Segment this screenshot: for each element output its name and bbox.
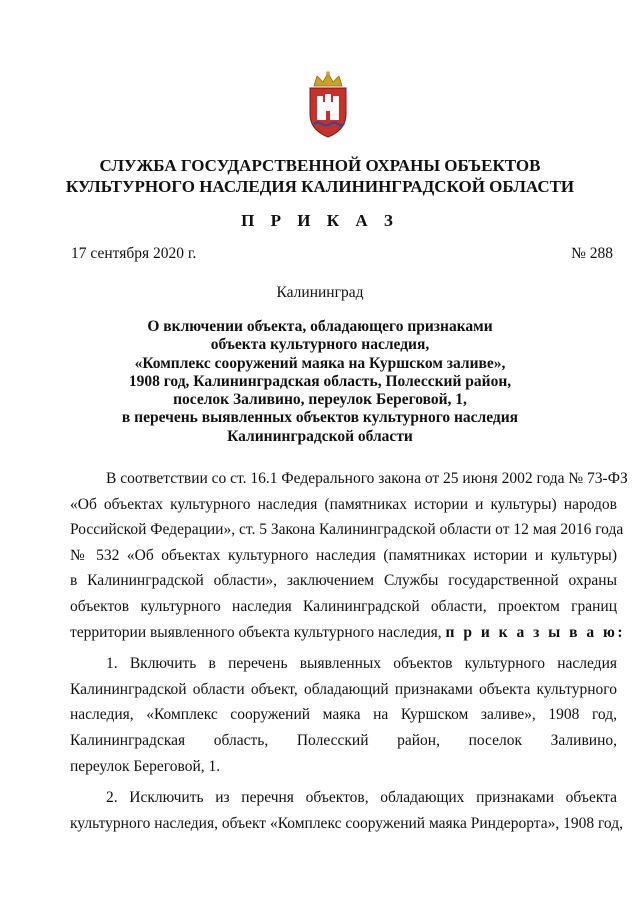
title-line: объекта культурного наследия,	[210, 336, 430, 354]
body-line: объектов культурного наследия Калининградской области, проектом границ	[70, 597, 617, 615]
document-body	[70, 466, 628, 836]
title-line: поселок Заливино, переулок Береговой, 1,	[173, 391, 467, 409]
body-line: 1. Включить в перечень выявленных объектов культурного наследия	[106, 655, 617, 673]
org-line-2: КУЛЬТУРНОГО НАСЛЕДИЯ КАЛИНИНГРАДСКОЙ ОБЛАСТИ	[65, 177, 575, 196]
title-line: «Комплекс сооружений маяка на Куршском заливе»,	[134, 354, 506, 372]
body-line: Калининградской области объект, обладающий признаками объекта культурного	[70, 680, 617, 698]
document-type: П Р И К А З	[241, 211, 399, 230]
body-line: культурного наследия, объект «Комплекс сооружений маяка Риндерорта», 1908 год,	[70, 814, 623, 832]
title-line: 1908 год, Калининградская область, Полесский район,	[128, 372, 512, 390]
city-name: Калининград	[276, 284, 364, 301]
preamble-paragraph	[70, 466, 628, 645]
body-line: переулок Береговой, 1.	[70, 757, 221, 775]
body-line: «Об объектах культурного наследия (памятниках истории и культуры) народов	[70, 495, 617, 513]
body-line: 2. Исключить из перечня объектов, обладающих признаками объекта	[106, 789, 617, 807]
body-line: Калининградская область, Полесский район, поселок Заливино,	[70, 731, 617, 749]
order-title	[0, 318, 640, 446]
body-text: территории выявленного объекта культурного наследия,	[70, 623, 442, 641]
coat-of-arms-emblem-icon	[304, 70, 352, 140]
org-line-1: СЛУЖБА ГОСУДАРСТВЕННОЙ ОХРАНЫ ОБЪЕКТОВ	[99, 156, 541, 175]
title-line: в перечень выявленных объектов культурного наследия	[121, 409, 519, 427]
item-1-paragraph	[70, 651, 617, 779]
body-line: В соответствии со ст. 16.1 Федерального закона от 25 июня 2002 года № 73-ФЗ	[106, 470, 628, 487]
body-line: наследия, «Комплекс сооружений маяка на Куршском заливе», 1908 год,	[70, 706, 617, 724]
body-line: № 532 «Об объектах культурного наследия (памятниках истории и культуры)	[70, 546, 617, 564]
body-line: Российской Федерации», ст. 5 Закона Калининградской области от 12 мая 2016 года	[70, 521, 624, 539]
body-line	[70, 620, 626, 646]
organization-name	[0, 155, 640, 197]
item-2-paragraph	[70, 785, 623, 836]
title-line: О включении объекта, обладающего признаками	[147, 318, 493, 335]
order-number: № 288	[571, 245, 613, 262]
body-line: в Калининградской области», заключением Службы государственной охраны	[70, 572, 617, 590]
order-date: 17 сентября 2020 г.	[71, 245, 197, 262]
title-line: Калининградской области	[227, 427, 413, 445]
order-command: п р и к а з ы в а ю:	[445, 623, 626, 641]
